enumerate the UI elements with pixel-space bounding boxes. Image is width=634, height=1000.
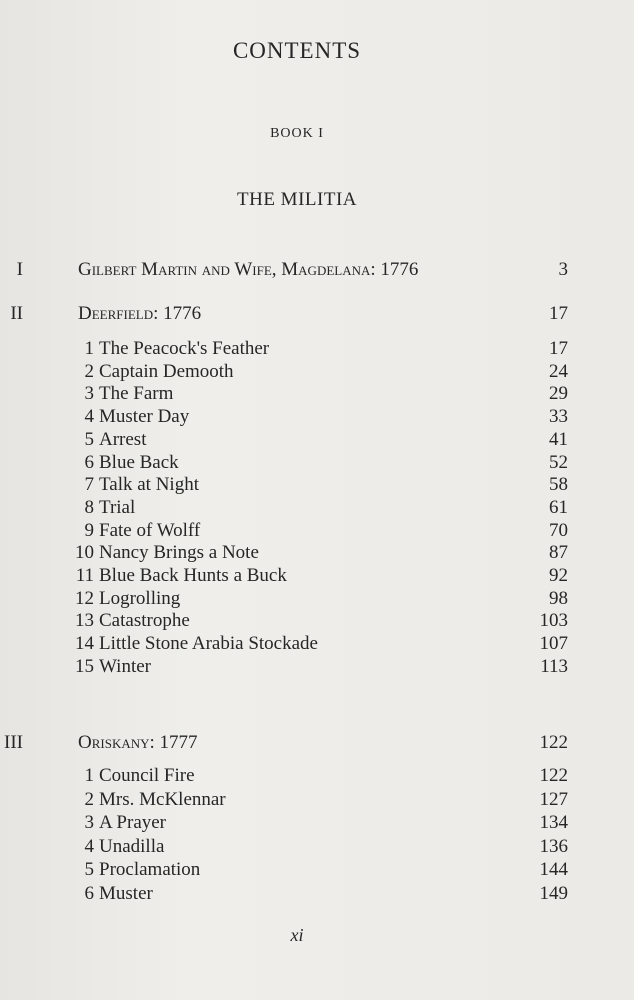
toc-chapter-page: 17 [549,338,568,359]
toc-chapter-number: 9 [84,519,94,541]
toc-chapter-row [0,811,568,835]
toc-chapter-page: 127 [539,788,568,810]
toc-chapter-page: 122 [539,765,568,786]
page-number: xi [290,925,304,945]
toc-chapter-page: 98 [549,587,568,609]
toc-chapter-page: 87 [549,542,568,564]
toc-chapter-title: Proclamation [99,859,201,881]
toc-chapter-page: 134 [539,812,568,834]
toc-part-number: II [10,303,23,324]
toc-chapter-number: 3 [84,383,94,405]
toc-chapter-page: 144 [539,859,568,881]
toc-chapter-title: A Prayer [99,812,167,834]
toc-chapter-page: 58 [549,474,568,496]
toc-part-row [0,302,568,326]
toc-chapter-number: 6 [84,451,94,473]
toc-chapter-page: 61 [549,496,568,518]
toc-chapter-title: The Farm [99,383,174,405]
toc-chapter-page: 92 [549,565,568,586]
toc-chapter-title: Little Stone Arabia Stockade [99,633,318,655]
toc-chapter-title: Talk at Night [99,474,199,496]
toc-chapter-number: 8 [84,496,94,518]
toc-chapter-page: 136 [539,835,568,857]
toc-chapter-title: Blue Back Hunts a Buck [99,565,287,586]
toc-chapter-row [0,632,568,656]
toc-chapter-title: Captain Demooth [99,360,234,382]
toc-chapter-title: Council Fire [99,765,195,786]
toc-chapter-row [0,764,568,788]
toc-chapter-row [0,382,568,406]
toc-chapter-row [0,405,568,429]
toc-part-title: Gilbert Martin and Wife, Magdelana: 1776 [78,259,419,280]
toc-chapter-page: 29 [549,383,568,405]
toc-chapter-page: 149 [539,883,568,904]
toc-chapter-number: 4 [84,406,94,428]
toc-chapter-row [0,564,568,588]
toc-chapter-number: 1 [84,338,94,359]
toc-chapter-title: Blue Back [99,451,179,473]
toc-chapter-number: 1 [84,765,94,786]
toc-chapter-title: Arrest [99,428,147,450]
toc-chapter-row [0,337,568,361]
toc-chapter-title: Logrolling [99,587,181,609]
toc-chapter-number: 4 [84,835,94,857]
book-heading: BOOK I [270,126,324,141]
toc-chapter-row [0,858,568,882]
toc-chapter-title: Muster [99,883,153,904]
toc-chapter-row [0,788,568,812]
toc-chapter-title: Catastrophe [99,610,190,632]
toc-chapter-row [0,882,568,906]
toc-chapter-page: 70 [549,519,568,541]
toc-chapter-page: 107 [539,633,568,655]
toc-chapter-title: Mrs. McKlennar [99,788,226,810]
toc-chapter-title: Nancy Brings a Note [99,542,259,564]
toc-chapter-number: 2 [84,360,94,382]
toc-chapter-number: 11 [75,565,94,586]
toc-chapter-number: 5 [84,859,94,881]
toc-chapter-number: 14 [75,633,94,655]
toc-chapter-number: 3 [84,812,94,834]
toc-chapter-row [0,587,568,611]
toc-part-number: III [4,732,23,753]
toc-chapter-page: 41 [549,428,568,450]
toc-chapter-row [0,541,568,565]
toc-chapter-row [0,835,568,859]
toc-chapter-title: The Peacock's Feather [99,338,270,359]
toc-part-row [0,731,568,755]
toc-chapter-number: 2 [84,788,94,810]
toc-chapter-page: 33 [549,406,568,428]
toc-chapter-row [0,496,568,520]
toc-chapter-row [0,451,568,475]
toc-chapter-number: 12 [75,587,94,609]
page-title: CONTENTS [232,38,362,63]
toc-chapter-row [0,609,568,633]
toc-chapter-number: 6 [84,883,94,904]
toc-chapter-page: 103 [539,610,568,632]
toc-chapter-title: Trial [99,496,136,518]
toc-chapter-page: 113 [540,655,568,677]
toc-chapter-number: 15 [75,655,94,677]
toc-part-page: 3 [558,259,568,280]
toc-chapter-row [0,428,568,452]
section-heading: THE MILITIA [237,189,357,210]
toc-chapter-title: Unadilla [99,835,165,857]
toc-part-page: 17 [549,303,568,324]
toc-chapter-title: Winter [99,655,151,677]
toc-part-row [0,258,568,282]
toc-chapter-page: 24 [549,360,568,382]
toc-chapter-number: 7 [84,474,94,496]
toc-chapter-number: 13 [75,610,94,632]
toc-chapter-row [0,655,568,679]
toc-chapter-row [0,360,568,384]
toc-chapter-title: Muster Day [99,406,190,428]
toc-chapter-number: 5 [84,428,94,450]
toc-chapter-row [0,473,568,497]
toc-chapter-number: 10 [75,542,94,564]
toc-part-number: I [16,259,23,280]
toc-part-page: 122 [539,732,568,753]
toc-chapter-page: 52 [549,451,568,473]
toc-chapter-title: Fate of Wolff [99,519,201,541]
toc-chapter-row [0,519,568,543]
toc-part-title: Oriskany: 1777 [78,732,198,753]
toc-part-title: Deerfield: 1776 [78,303,202,324]
